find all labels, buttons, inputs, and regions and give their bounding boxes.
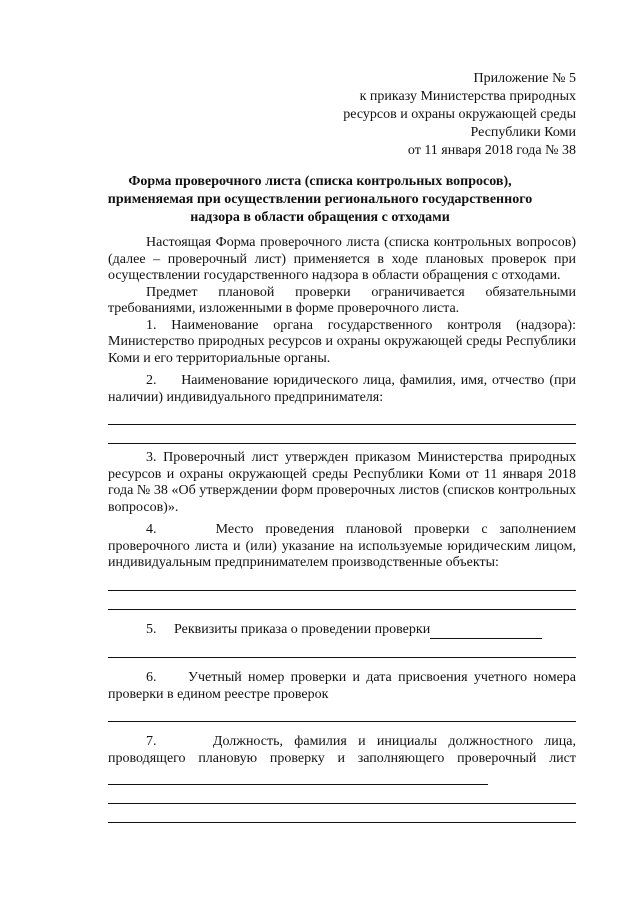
header-line: от 11 января 2018 года № 38 [407,143,576,158]
blank-line[interactable] [108,703,576,722]
title-line: применяемая при осуществлении регионального государственного [107,192,533,207]
header-line: к приказу Министерства природных [359,89,576,104]
item-2: 2. Наименование юридического лица, фамилия, имя, отчество (при наличии) индивидуального предпринимателя: [108,373,576,405]
item-5 [108,622,576,640]
intro-paragraph: Настоящая Форма проверочного листа (списка контрольных вопросов) (далее – проверочный лист) применяется в ходе плановых проверок при осуществлении государственного надзора в области обращения с отходами. [108,235,576,283]
header-line: ресурсов и охраны окружающей среды [343,107,576,122]
item-3: 3. Проверочный лист утвержден приказом Министерства природных ресурсов и охраны окружающей среды Республики Коми от 11 января 2018 года № 38 «Об утверждении форм проверочных листов (списков контрольных вопросов)». [108,450,576,515]
title-line: надзора в области обращения с отходами [190,210,450,225]
item-4: 4. Место проведения плановой проверки с заполнением проверочного листа и (или) указание на используемые юридическим лицом, индивидуальным предпринимателем производственные объекты: [108,522,576,570]
blank-line[interactable] [108,425,576,444]
item-7 [108,734,576,785]
item-5-text: 5. Реквизиты приказа о проведении проверки [146,621,431,637]
header-line: Республики Коми [470,125,576,140]
fill-in-line[interactable] [108,767,488,785]
blank-line[interactable] [108,804,576,823]
item-7-text: 7. Должность, фамилия и инициалы должностного лица, проводящего плановую проверку и заполняющего проверочный лист [108,734,576,766]
blank-line[interactable] [108,785,576,804]
fill-in-line[interactable] [430,622,542,640]
item-1: 1. Наименование органа государственного контроля (надзора): Министерство природных ресурсов и охраны окружающей среды Республики Коми и его территориальные органы. [108,317,576,366]
title-line: Форма проверочного листа (списка контрольных вопросов), [128,174,512,189]
item-6: 6. Учетный номер проверки и дата присвоения учетного номера проверки в едином реестре проверок [108,670,576,702]
header-line: Приложение № 5 [473,71,576,86]
blank-line[interactable] [108,406,576,425]
intro-paragraph: Предмет плановой проверки ограничивается обязательными требованиями, изложенными в форме проверочного листа. [108,284,576,316]
appendix-header [343,70,576,160]
document-title [100,173,540,227]
blank-line[interactable] [108,572,576,591]
document-body [108,235,576,823]
blank-line[interactable] [108,591,576,610]
blank-line[interactable] [108,639,576,658]
